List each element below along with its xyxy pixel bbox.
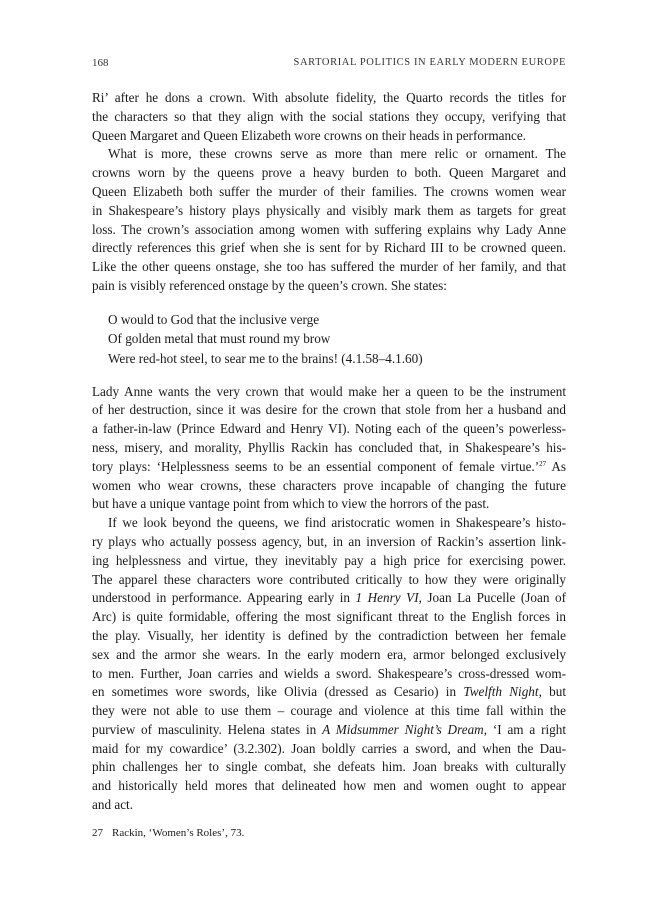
text-line: loss. The crown’s association among women with suffering explains why Lady Anne <box>92 221 566 237</box>
text-line: ness, misery, and morality, Phyllis Rackin has concluded that, in Shakespeare’s his- <box>92 439 566 455</box>
quote-text: tory plays: ‘Helplessness seems to be an essential component of female virtue.’ <box>92 458 540 474</box>
text-line: Queen Elizabeth both suffer the murder of their families. The crowns women wear <box>92 183 566 199</box>
text-line: and act. <box>92 797 134 813</box>
text-line: tory plays: ‘Helplessness seems to be an essential component of female virtue.’$^{27}$ As <box>92 458 566 474</box>
text-line: the characters so that they align with the social stations they occupy, verifying that <box>92 108 566 124</box>
text-line: and historically held mores that delineated how men and women ought to appear <box>92 778 566 794</box>
text-line: Like the other queens onstage, she too has suffered the murder of her family, and that <box>92 259 566 275</box>
text-line: pain is visibly referenced onstage by the queen’s crown. She states: <box>92 277 447 293</box>
text-line: Arc) is quite formidable, offering the most significant threat to the English forces in <box>92 609 566 625</box>
verse-line: O would to God that the inclusive verge <box>108 311 320 327</box>
text-line: Ri’ after he dons a crown. With absolute fidelity, the Quarto records the titles for <box>92 90 566 105</box>
text-line: the play. Visually, her identity is defined by the contradiction between her female <box>92 627 566 643</box>
paragraph-2 <box>92 145 566 295</box>
text-line: en sometimes wore swords, like Olivia (dressed as Cesario) in Twelfth Night, but <box>92 684 566 700</box>
footnote-text: Rackin, ‘Women’s Roles’, 73. <box>112 827 245 839</box>
footnote <box>92 826 566 840</box>
text-line: they were not able to use them – courage and violence at this time fall within the <box>92 703 566 719</box>
text-line: phin challenges her to single combat, she defeats him. Joan breaks with culturally <box>92 759 566 775</box>
text-line: women who wear crowns, these characters prove incapable of changing the future <box>92 477 566 493</box>
text-line: but have a unique vantage point from which to view the horrors of the past. <box>92 496 490 512</box>
text-line: crowns worn by the queens prove a heavy burden to both. Queen Margaret and <box>92 165 566 181</box>
text-line: If we look beyond the queens, we find aristocratic women in Shakespeare’s histo- <box>108 515 566 531</box>
page-header <box>92 57 566 73</box>
verse-line: Were red-hot steel, to sear me to the brains! (4.1.58–4.1.60) <box>108 350 423 366</box>
footnote-reference[interactable]: 27 <box>539 459 547 468</box>
text-line: in Shakespeare’s history plays physically and visibly mark them as targets for great <box>92 202 566 218</box>
paragraph-1 <box>92 89 566 145</box>
text-line: Queen Margaret and Queen Elizabeth wore crowns on their heads in performance. <box>92 127 527 143</box>
page-number: 168 <box>92 57 109 69</box>
text-line: purview of masculinity. Helena states in A Midsummer Night’s Dream, ‘I am a right <box>92 721 567 737</box>
text-line: What is more, these crowns serve as more than mere relic or ornament. The <box>108 146 566 162</box>
text-line: a father-in-law (Prince Edward and Henry VI). Noting each of the queen’s powerless- <box>92 421 566 437</box>
text-line: Lady Anne wants the very crown that would make her a queen to be the instrument <box>92 383 566 399</box>
text-line: of her destruction, since it was desire for the crown that stole from her a husband and <box>92 402 566 418</box>
text-line: ing helplessness and virtue, they inevitably pay a high price for exercising power. <box>92 552 566 568</box>
body-text <box>92 89 566 815</box>
text-line: ry plays who actually possess agency, but, in an inversion of Rackin’s assertion link- <box>92 533 566 549</box>
text-line: maid for my cowardice’ (3.2.302). Joan boldly carries a sword, and when the Dau- <box>92 740 566 756</box>
text-line: The apparel these characters wore contributed critically to how they were originally <box>92 571 566 587</box>
verse-line: Of golden metal that must round my brow <box>108 331 331 347</box>
running-head: SARTORIAL POLITICS IN EARLY MODERN EUROPE <box>293 57 566 68</box>
paragraph-3 <box>92 383 566 515</box>
verse-quotation <box>92 310 566 369</box>
play-title: Twelfth Night <box>463 684 539 700</box>
paragraph-4 <box>92 514 566 815</box>
play-title: A Midsummer Night’s Dream <box>322 721 484 737</box>
footnote-number: 27 <box>92 827 103 839</box>
text-line: to men. Further, Joan carries and wields a sword. Shakespeare’s cross-dressed wom- <box>92 665 566 681</box>
text-line: understood in performance. Appearing early in 1 Henry VI, Joan La Pucelle (Joan of <box>92 590 566 606</box>
text-line: directly references this grief when she is sent for by Richard III to be crowned queen. <box>92 240 566 256</box>
text-line: sex and the armor she wears. In the early modern era, armor belonged exclusively <box>92 646 566 662</box>
play-title: 1 Henry VI <box>355 590 419 606</box>
